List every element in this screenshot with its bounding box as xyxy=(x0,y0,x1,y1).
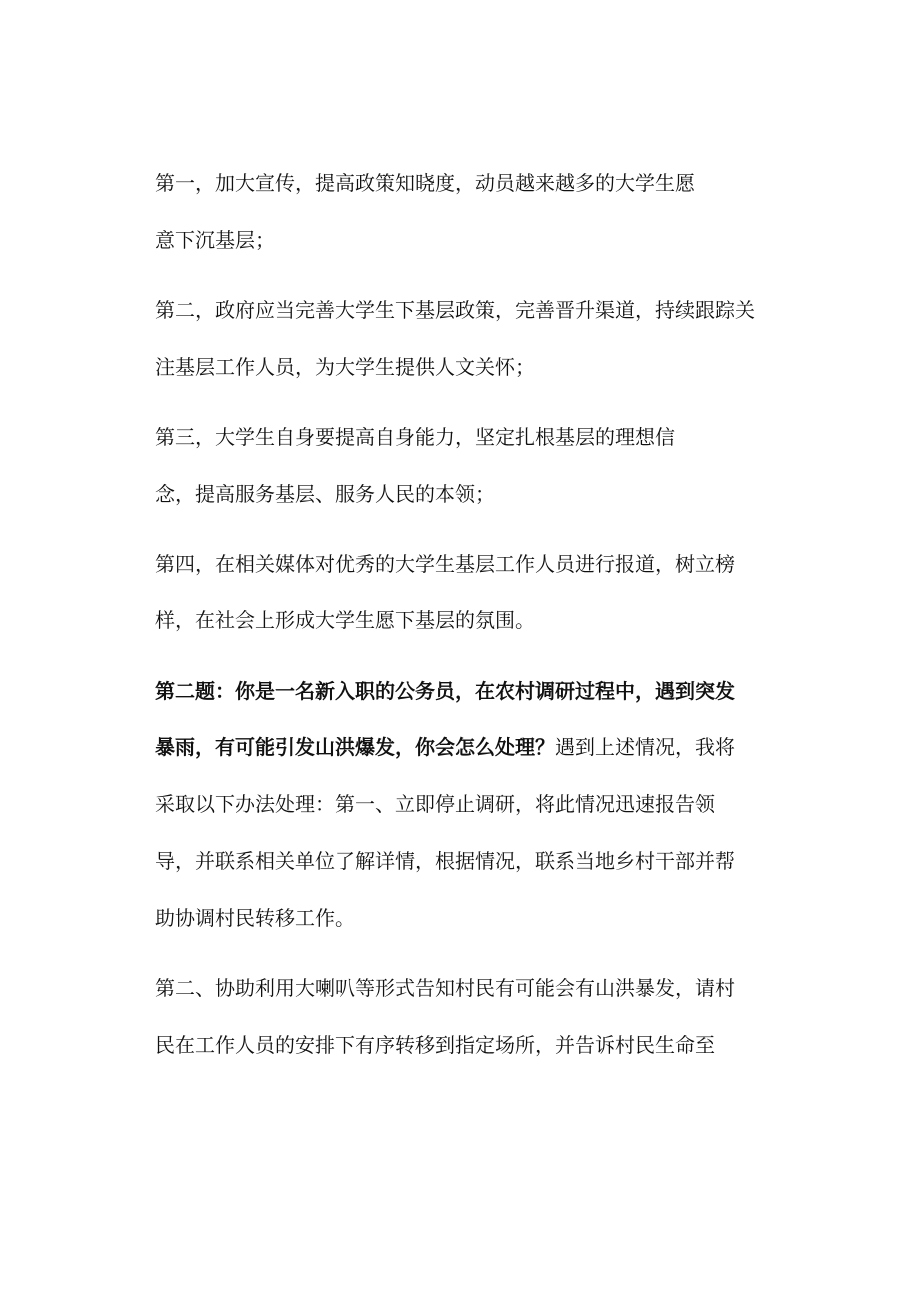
answer-line: 采取以下办法处理：第一、立即停止调研，将此情况迅速报告领 xyxy=(155,792,715,816)
paragraph-line: 注基层工作人员，为大学生提供人文关怀； xyxy=(155,355,535,379)
question-heading: 第二题：你是一名新入职的公务员，在农村调研过程中，遇到突发 xyxy=(155,679,735,703)
answer-line: 导，并联系相关单位了解详情，根据情况，联系当地乡村干部并帮 xyxy=(155,849,735,873)
paragraph-line: 第一，加大宣传，提高政策知晓度，动员越来越多的大学生愿 xyxy=(155,171,695,195)
paragraph-line: 民在工作人员的安排下有序转移到指定场所，并告诉村民生命至 xyxy=(155,1033,715,1057)
paragraph-line: 念，提高服务基层、服务人民的本领； xyxy=(155,482,495,506)
paragraph-line: 样，在社会上形成大学生愿下基层的氛围。 xyxy=(155,608,535,632)
paragraph-line: 意下沉基层； xyxy=(155,228,275,252)
paragraph-line: 第三，大学生自身要提高自身能力，坚定扎根基层的理想信 xyxy=(155,425,675,449)
paragraph-line: 第二、协助利用大喇叭等形式告知村民有可能会有山洪暴发，请村 xyxy=(155,976,735,1000)
answer-text: 遇到上述情况，我将 xyxy=(555,735,735,759)
question-heading-continued: 暴雨，有可能引发山洪爆发，你会怎么处理？ xyxy=(155,735,555,759)
paragraph-line: 第二，政府应当完善大学生下基层政策，完善晋升渠道，持续跟踪关 xyxy=(155,298,755,322)
paragraph-line: 第四，在相关媒体对优秀的大学生基层工作人员进行报道，树立榜 xyxy=(155,552,735,576)
answer-line: 助协调村民转移工作。 xyxy=(155,906,355,930)
question-line-mixed xyxy=(155,733,735,761)
